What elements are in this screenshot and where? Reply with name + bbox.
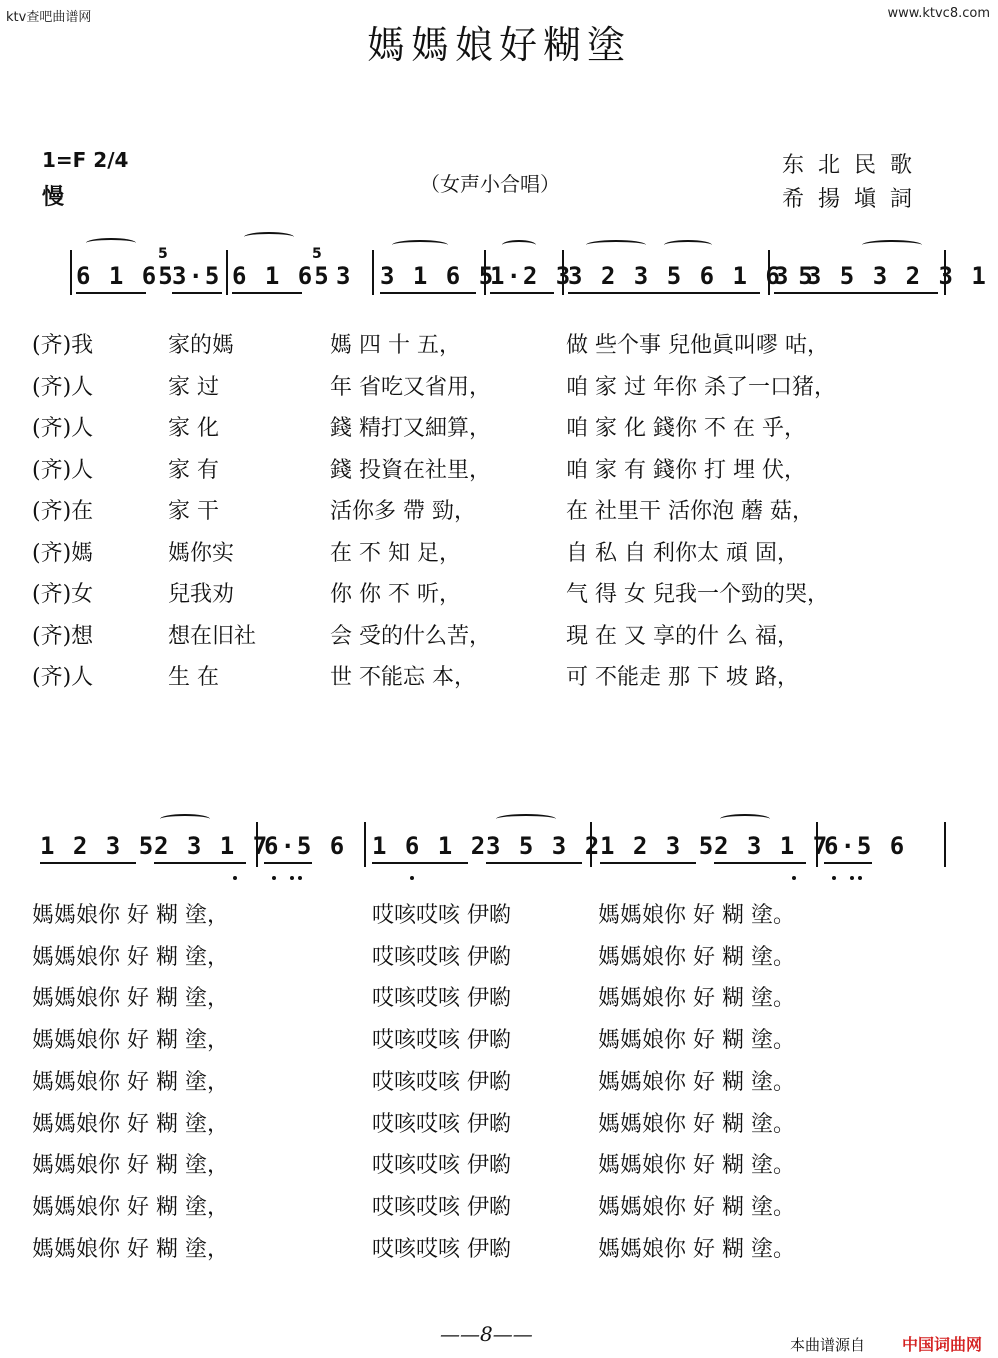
verse-9-segment-1: (齐)人 (32, 665, 94, 690)
chorus-7-part2: 哎咳哎咳 伊喲 (372, 1153, 511, 1179)
verse-4-segment-2: 家 有 (168, 457, 219, 483)
measure-4: 3 (336, 262, 353, 290)
song-title: 媽媽娘好糊塗 (366, 23, 631, 67)
measure-10: 6·5 6 (264, 832, 347, 860)
watermark-left: ktv查吧曲谱网 (6, 10, 92, 25)
chorus-8-part3: 媽媽娘你 好 糊 塗。 (598, 1194, 795, 1220)
chorus-6-part1: 媽媽娘你 好 糊 塗， (32, 1111, 229, 1137)
chorus-2-part2: 哎咳哎咳 伊喲 (372, 944, 511, 970)
verse-7-segment-3: 你 你 不 听， (330, 582, 461, 607)
slur (244, 232, 294, 242)
chorus-1-part1: 媽媽娘你 好 糊 塗， (32, 903, 229, 928)
verse-7-segment-1: (齐)女 (32, 582, 94, 607)
slur (160, 814, 210, 824)
beam (40, 862, 136, 864)
beam (490, 292, 554, 294)
chorus-3-part1: 媽媽娘你 好 糊 塗， (32, 986, 229, 1012)
slur (720, 814, 770, 824)
verse-8-segment-1: (齐)想 (32, 623, 94, 649)
chorus-2-part1: 媽媽娘你 好 糊 塗， (32, 944, 229, 970)
beam (380, 292, 476, 294)
slur (586, 240, 646, 250)
slur (502, 240, 536, 250)
beam (714, 862, 806, 864)
measure-2: 3·5 (172, 262, 222, 290)
octave-dot (272, 876, 276, 880)
beam (824, 862, 872, 864)
measure-1: 6 1 65 (76, 262, 175, 290)
verse-6-segment-2: 媽你实 (168, 540, 235, 566)
octave-dot (858, 876, 862, 880)
beam (486, 862, 582, 864)
chorus-7-part1: 媽媽娘你 好 糊 塗， (32, 1153, 229, 1179)
measure-12b: 2 3 1 7 (714, 832, 830, 860)
measure-9b: 2 3 1 7 (154, 832, 270, 860)
tempo-marking: 慢 (42, 184, 65, 210)
measure-7: 3 2 3 5 6 1 6 5 (568, 262, 815, 290)
slur (496, 814, 556, 824)
verse-2-segment-3: 年 省吃又省用， (330, 374, 491, 400)
verse-9-segment-2: 生 在 (168, 665, 219, 690)
beam (568, 292, 760, 294)
chorus-8-part2: 哎咳哎咳 伊喲 (372, 1194, 511, 1220)
chorus-9-part1: 媽媽娘你 好 糊 塗， (32, 1236, 229, 1262)
verse-9-segment-4: 可 不能走 那 下 坡 路， (566, 665, 799, 690)
barline (70, 250, 72, 295)
verse-7-segment-4: 气 得 女 兒我一个勁的哭， (566, 582, 829, 607)
measure-3: 6 1 65 (232, 262, 331, 290)
chorus-9-part2: 哎咳哎咳 伊喲 (372, 1236, 511, 1262)
beam (232, 292, 302, 294)
watermark-right: www.ktvc8.com (887, 6, 990, 21)
source-note: 本曲谱源自 (790, 1336, 866, 1354)
verse-3-segment-3: 錢 精打又細算， (330, 416, 491, 441)
octave-dot (850, 876, 854, 880)
octave-dot (792, 876, 796, 880)
verse-5-segment-3: 活你多 帶 勁， (330, 499, 476, 524)
verse-8-segment-3: 会 受的什么苦， (330, 623, 491, 649)
octave-dot (832, 876, 836, 880)
measure-9a: 1 2 3 5 (40, 832, 156, 860)
verse-2-segment-4: 咱 家 过 年你 杀了一口猪， (566, 374, 836, 400)
chorus-5-part2: 哎咳哎咳 伊喲 (372, 1069, 511, 1095)
verse-7-segment-2: 兒我劝 (168, 582, 235, 607)
chorus-9-part3: 媽媽娘你 好 糊 塗。 (598, 1236, 795, 1262)
chorus-2-part3: 媽媽娘你 好 糊 塗。 (598, 944, 795, 970)
barline (226, 250, 228, 295)
chorus-4-part2: 哎咳哎咳 伊喲 (372, 1028, 511, 1054)
barline (372, 250, 374, 295)
chorus-4-part3: 媽媽娘你 好 糊 塗。 (598, 1028, 795, 1054)
credit-origin: 东北民歌 (782, 153, 927, 178)
slur (86, 238, 136, 248)
chorus-7-part3: 媽媽娘你 好 糊 塗。 (598, 1153, 795, 1179)
verse-9-segment-3: 世 不能忘 本， (330, 665, 476, 690)
verse-2-segment-1: (齐)人 (32, 374, 94, 400)
verse-5-segment-4: 在 社里干 活你泡 蘑 菇， (566, 499, 814, 524)
chorus-3-part2: 哎咳哎咳 伊喲 (372, 986, 511, 1012)
verse-4-segment-4: 咱 家 有 錢你 打 埋 伏， (566, 457, 806, 483)
measure-13: 6·5 6 (824, 832, 907, 860)
chorus-6-part2: 哎咳哎咳 伊喲 (372, 1111, 511, 1137)
beam (264, 862, 312, 864)
verse-8-segment-4: 現 在 又 享的什 么 福， (566, 623, 799, 649)
beam (172, 292, 222, 294)
brand-logo: 中国词曲网 (902, 1335, 983, 1354)
page-number: ——8—— (440, 1322, 533, 1346)
chorus-4-part1: 媽媽娘你 好 糊 塗， (32, 1028, 229, 1054)
slur (862, 240, 922, 250)
octave-dot (298, 876, 302, 880)
measure-6: 1·2 3 (490, 262, 573, 290)
verse-1-segment-4: 做 些个事 兒他眞叫嘐 咕， (566, 333, 829, 358)
slur (392, 240, 448, 250)
chorus-5-part3: 媽媽娘你 好 糊 塗。 (598, 1069, 795, 1095)
beam (76, 292, 146, 294)
verse-4-segment-1: (齐)人 (32, 457, 94, 483)
octave-dot (290, 876, 294, 880)
chorus-1-part2: 哎咳哎咳 伊喲 (372, 903, 511, 928)
verse-3-segment-4: 咱 家 化 錢你 不 在 乎， (566, 416, 806, 441)
verse-3-segment-2: 家 化 (168, 416, 219, 441)
chorus-1-part3: 媽媽娘你 好 糊 塗。 (598, 903, 795, 928)
measure-12a: 1 2 3 5 (600, 832, 716, 860)
verse-8-segment-2: 想在旧社 (168, 623, 257, 649)
chorus-3-part3: 媽媽娘你 好 糊 塗。 (598, 986, 795, 1012)
chorus-5-part1: 媽媽娘你 好 糊 塗， (32, 1069, 229, 1095)
barline (944, 822, 946, 867)
grace-note: 5 (158, 246, 168, 262)
slur (664, 240, 712, 250)
verse-1-segment-1: (齐)我 (32, 333, 94, 358)
grace-note: 5 (312, 246, 322, 262)
verse-6-segment-3: 在 不 知 足， (330, 540, 461, 566)
beam (372, 862, 468, 864)
measure-11b: 3 5 3 2 (486, 832, 602, 860)
verse-1-segment-2: 家的媽 (168, 333, 235, 358)
credit-lyricist: 希揚塡詞 (782, 187, 927, 212)
octave-dot (410, 876, 414, 880)
measure-5: 3 1 6 5 (380, 262, 496, 290)
verse-3-segment-1: (齐)人 (32, 416, 94, 441)
beam (774, 292, 938, 294)
verse-5-segment-1: (齐)在 (32, 499, 94, 524)
verse-1-segment-3: 媽 四 十 五， (330, 333, 461, 358)
key-signature: 1=F 2/4 (42, 148, 129, 172)
octave-dot (233, 876, 237, 880)
verse-4-segment-3: 錢 投資在社里， (330, 457, 491, 483)
verse-6-segment-1: (齐)媽 (32, 540, 94, 566)
beam (600, 862, 696, 864)
measure-8: 3 3 5 3 2 3 1 (774, 262, 988, 290)
measure-11a: 1 6 1 2 (372, 832, 488, 860)
verse-6-segment-4: 自 私 自 利你太 頑 固， (566, 540, 799, 566)
verse-2-segment-2: 家 过 (168, 374, 219, 400)
barline (364, 822, 366, 867)
verse-5-segment-2: 家 干 (168, 499, 219, 524)
performance-note: （女声小合唱） (420, 172, 560, 196)
chorus-6-part3: 媽媽娘你 好 糊 塗。 (598, 1111, 795, 1137)
beam (154, 862, 246, 864)
chorus-8-part1: 媽媽娘你 好 糊 塗， (32, 1194, 229, 1220)
